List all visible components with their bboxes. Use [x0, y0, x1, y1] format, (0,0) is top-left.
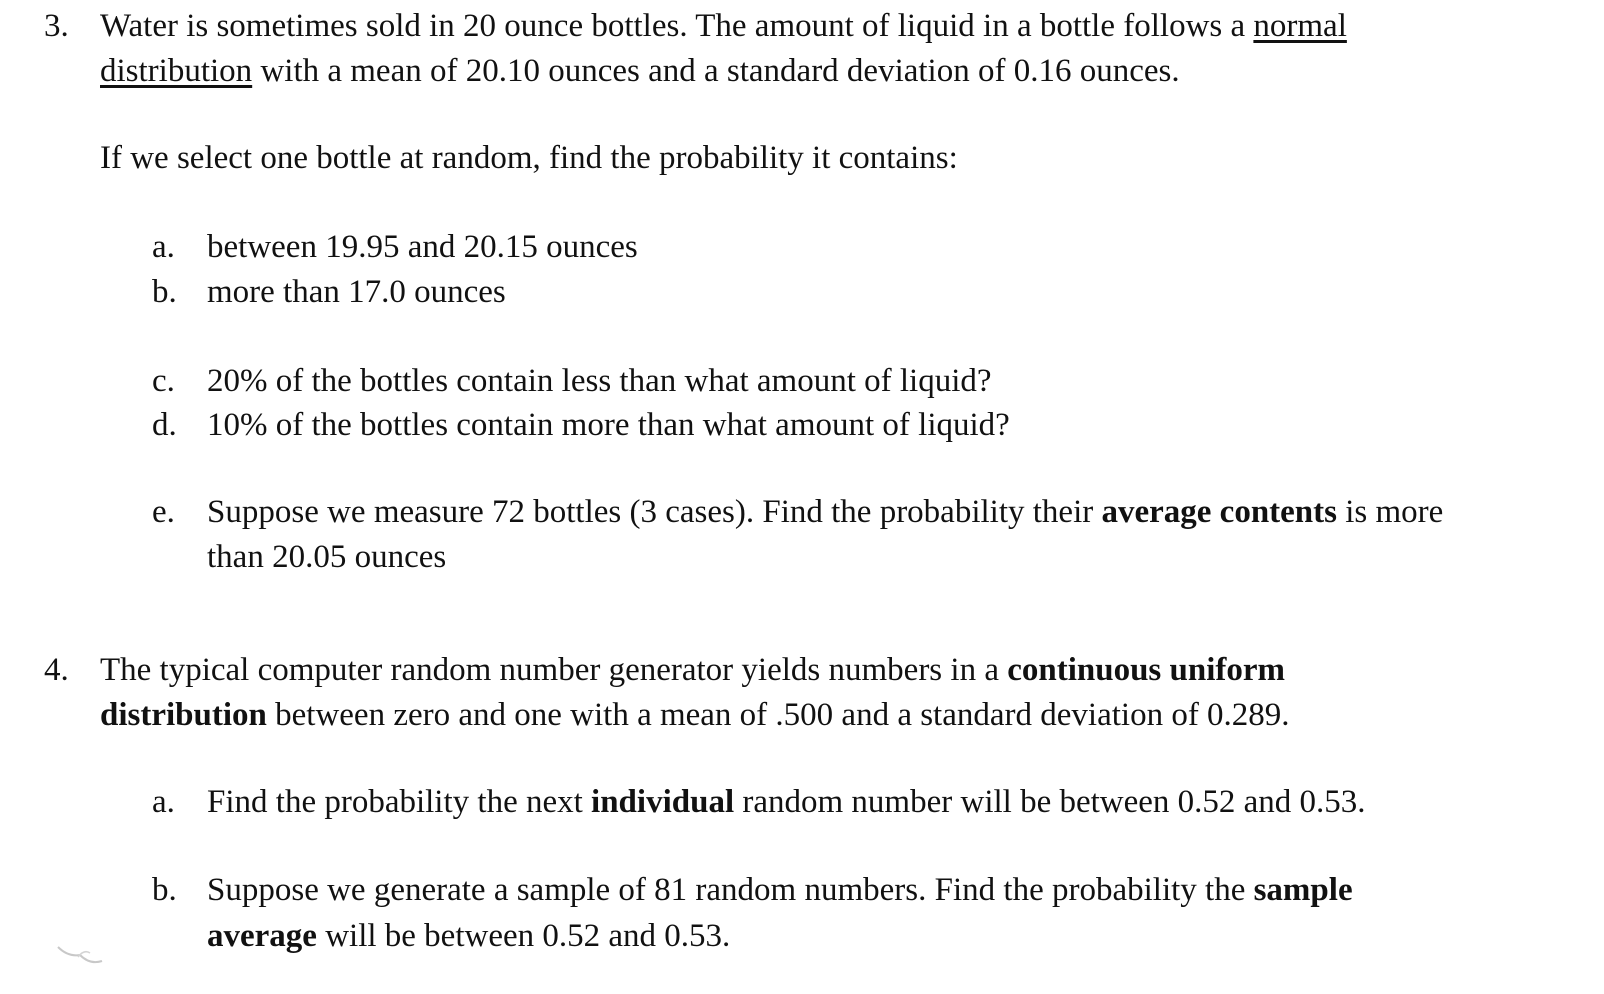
question-3-line-1: [100, 10, 1347, 43]
part-3c-text: 20% of the bottles contain less than what amount of liquid?: [207, 363, 992, 399]
bold-continuous-uniform: continuous uniform: [1007, 652, 1286, 688]
part-3d-label: d.: [152, 407, 177, 443]
part-4b-line-2: [207, 920, 730, 953]
part-4a-label: a.: [152, 784, 175, 820]
part-3a-label: a.: [152, 229, 175, 265]
question-4-text: The typical computer random number generator yields numbers in a: [100, 652, 1008, 688]
part-4b-text-end: will be between 0.52 and 0.53.: [316, 918, 731, 954]
question-4-text-continued: between zero and one with a mean of .500 and a standard deviation of 0.289.: [266, 697, 1290, 733]
part-3e-text-end: is more: [1337, 494, 1444, 530]
part-3e-label: e.: [152, 494, 175, 530]
part-4b-line-1: [207, 874, 1353, 907]
bold-average-contents: average contents: [1101, 494, 1337, 530]
question-3-text: Water is sometimes sold in 20 ounce bottles. The amount of liquid in a bottle follows a: [100, 8, 1254, 44]
bold-sample: sample: [1253, 872, 1353, 908]
part-3c-label: c.: [152, 363, 175, 399]
part-3e-text: Suppose we measure 72 bottles (3 cases). Find the probability their: [207, 494, 1102, 530]
question-4-number: 4.: [44, 652, 69, 688]
part-3e-line-2: than 20.05 ounces: [207, 539, 447, 575]
part-4b-label: b.: [152, 872, 177, 908]
underlined-normal: normal: [1253, 8, 1347, 44]
part-3d-text: 10% of the bottles contain more than what amount of liquid?: [207, 407, 1010, 443]
part-3e-line-1: [207, 496, 1443, 529]
question-3-prompt: If we select one bottle at random, find the probability it contains:: [100, 140, 958, 176]
part-3b-text: more than 17.0 ounces: [207, 274, 506, 310]
bold-distribution: distribution: [100, 697, 267, 733]
question-3-text-continued: with a mean of 20.10 ounces and a standard deviation of 0.16 ounces.: [252, 53, 1180, 89]
part-4a-text: [207, 786, 1366, 819]
question-3-number: 3.: [44, 8, 69, 44]
question-4-line-2: [100, 699, 1290, 732]
scan-smudge-icon: [50, 935, 120, 975]
bold-individual: individual: [591, 784, 735, 820]
part-4a-text-end: random number will be between 0.52 and 0.53.: [734, 784, 1366, 820]
question-3-line-2: [100, 55, 1180, 88]
underlined-distribution: distribution: [100, 53, 253, 89]
part-3b-label: b.: [152, 274, 177, 310]
part-3a-text: between 19.95 and 20.15 ounces: [207, 229, 638, 265]
part-4b-text: Suppose we generate a sample of 81 random numbers. Find the probability the: [207, 872, 1254, 908]
bold-average: average: [207, 918, 317, 954]
question-4-line-1: [100, 654, 1285, 687]
part-4a-text-start: Find the probability the next: [207, 784, 592, 820]
